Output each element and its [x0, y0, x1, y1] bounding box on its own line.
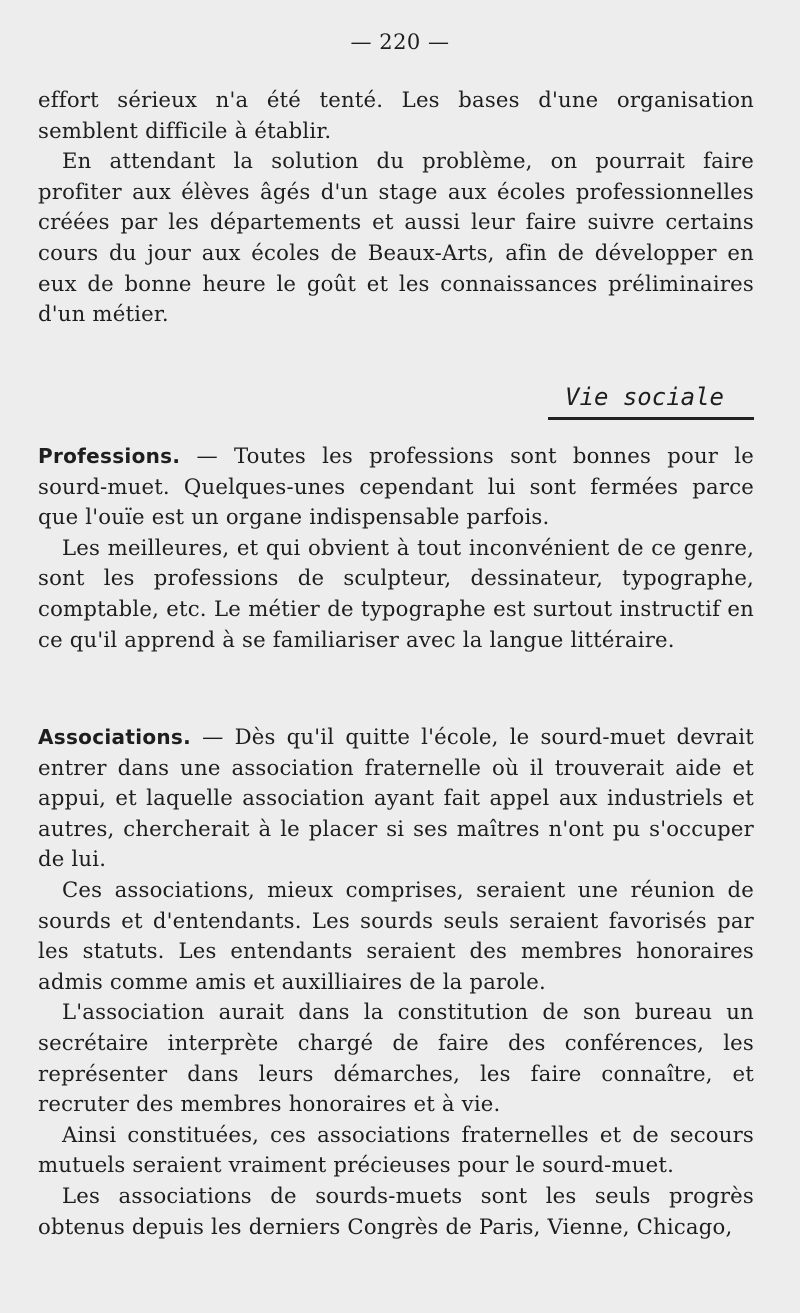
paragraph [38, 441, 754, 533]
paragraph: En attendant la solution du problème, on pourrait faire profiter aux élèves âgés d'un stage aux écoles professionnelles créées par les départements et aussi leur faire suivre certains cours du jour aux écoles de Beaux-Arts, afin de développer en eux de bonne heure le goût et les connaissances préliminaires d'un métier. [38, 148, 754, 327]
associations-lead: — Dès qu'il quitte l'école, le sourd-muet devrait entrer dans une association fraternelle où il trouverait aide et appui, et laquelle association ayant fait appel aux industriels et autres, chercherait à le placer si ses maîtres n'ont pu s'occuper de lui. [38, 724, 754, 872]
professions-lead: — Toutes les professions sont bonnes pour le sourd-muet. Quelques-unes cependant lui sont fermées parce que l'ouïe est un organe indispensable parfois. [38, 443, 754, 530]
paragraph: Les meilleures, et qui obvient à tout inconvénient de ce genre, sont les professions de sculpteur, dessinateur, typographe, comptable, etc. Le métier de typographe est surtout instructif en ce qu'il apprend à se familiariser avec la langue littéraire. [38, 534, 754, 652]
paragraph: Les associations de sourds-muets sont les seuls progrès obtenus depuis les derniers Congrès de Paris, Vienne, Chicago, [38, 1182, 754, 1239]
page-number: — 220 — [350, 30, 450, 54]
associations-heading: Associations. [38, 725, 192, 749]
section-title-underline [548, 417, 754, 420]
paragraph: Ainsi constituées, ces associations fraternelles et de secours mutuels seraient vraiment précieuses pour le sourd-muet. [38, 1121, 754, 1178]
intro-text [38, 85, 754, 330]
paragraph: L'association aurait dans la constitution de son bureau un secrétaire interprète chargé de faire des conférences, les représenter dans leurs démarches, les faire connaître, et recruter des membres honoraires et à vie. [38, 999, 754, 1117]
paragraph: effort sérieux n'a été tenté. Les bases d'une organisation semblent difficile à établir. [38, 87, 754, 143]
paragraph: Ces associations, mieux comprises, seraient une réunion de sourds et d'entendants. Les sourds seuls seraient favorisés par les statuts. Les entendants seraient des membres honoraires admis comme amis et auxilliaires de la parole. [38, 876, 754, 994]
paragraph [38, 722, 754, 875]
professions-heading: Professions. [38, 444, 181, 468]
associations-section [38, 722, 754, 1242]
section-title: Vie sociale [565, 383, 724, 411]
professions-section [38, 441, 754, 655]
